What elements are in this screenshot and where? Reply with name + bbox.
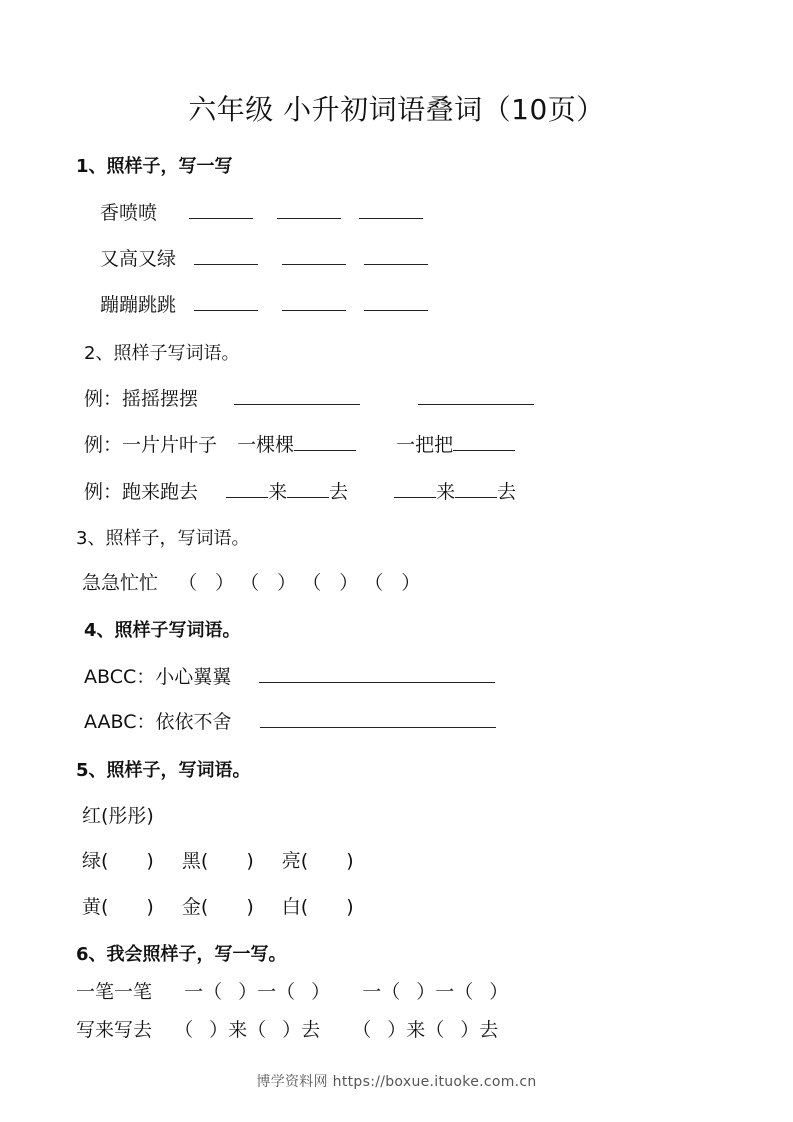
answer-blank[interactable] (234, 403, 360, 405)
s2-row-3 (84, 477, 516, 504)
s5-row-1 (82, 846, 354, 873)
qu-char: 去 (479, 1019, 499, 1041)
yi-char: 一 (435, 981, 455, 1003)
paren-blank[interactable]: 绿( ) (82, 850, 154, 872)
paren-blank[interactable]: （ ） (425, 1019, 480, 1041)
qu-char: 去 (497, 481, 517, 503)
s5-row-2 (82, 892, 354, 919)
answer-line[interactable] (260, 726, 496, 728)
paren-blank[interactable]: （ ） (203, 981, 258, 1003)
s2-example: 例：一片片叶子 (84, 434, 218, 456)
yi-char: 一 (184, 981, 204, 1003)
paren-blank[interactable]: 黄( ) (82, 896, 154, 918)
answer-line[interactable] (259, 681, 495, 683)
qu-char: 去 (329, 481, 349, 503)
lai-char: 来 (436, 481, 456, 503)
answer-blank[interactable] (226, 496, 268, 498)
qu-char: 去 (301, 1019, 321, 1041)
paren-blank[interactable]: （ ） (352, 1019, 407, 1041)
paren-blank[interactable]: （ ） (381, 981, 436, 1003)
paren-blank[interactable]: （ ） (364, 572, 421, 594)
paren-blank[interactable]: （ ） (240, 572, 297, 594)
section-3-heading: 3、照样子，写词语。 (76, 528, 250, 549)
s4-row-1 (84, 662, 495, 689)
answer-blank[interactable] (282, 263, 346, 265)
s6-row-2 (76, 1015, 498, 1042)
s3-example: 急急忙忙 (82, 572, 159, 594)
lai-char: 来 (406, 1019, 426, 1041)
lai-char: 来 (268, 481, 288, 503)
yi-char: 一 (362, 981, 382, 1003)
s2-example: 例：摇摇摆摆 (84, 388, 199, 410)
s4-example: AABC：依依不舍 (84, 711, 232, 733)
answer-blank[interactable] (194, 263, 258, 265)
answer-blank[interactable] (394, 496, 436, 498)
paren-blank[interactable]: （ ） (178, 572, 235, 594)
section-1-heading: 1、照样子，写一写 (76, 156, 233, 177)
lai-char: 来 (228, 1019, 248, 1041)
answer-blank[interactable] (194, 309, 258, 311)
answer-blank[interactable] (294, 449, 356, 451)
section-4-heading: 4、照样子写词语。 (84, 620, 241, 641)
paren-blank[interactable]: （ ） (174, 1019, 229, 1041)
answer-blank[interactable] (189, 217, 253, 219)
paren-blank[interactable]: 金( ) (181, 896, 254, 918)
s1-row-2 (100, 244, 428, 271)
s1-example: 香喷喷 (100, 202, 158, 224)
answer-blank[interactable] (282, 309, 346, 311)
paren-blank[interactable]: 白( ) (281, 896, 354, 918)
page-title: 六年级 小升初词语叠词（10页） (188, 93, 605, 126)
answer-blank[interactable] (364, 263, 428, 265)
answer-blank[interactable] (453, 449, 515, 451)
s6-example: 写来写去 (76, 1019, 153, 1041)
s1-example: 蹦蹦跳跳 (100, 294, 177, 316)
s4-row-2 (84, 707, 496, 734)
s2-example: 例：跑来跑去 (84, 481, 199, 503)
answer-blank[interactable] (364, 309, 428, 311)
s2-prefix-2: 一把把 (396, 434, 454, 456)
answer-blank[interactable] (277, 217, 341, 219)
s3-row (82, 568, 420, 595)
s6-example: 一笔一笔 (76, 981, 153, 1003)
s2-prefix-1: 一棵棵 (237, 434, 295, 456)
s1-row-1 (100, 198, 423, 225)
section-6-heading: 6、我会照样子，写一写。 (76, 944, 287, 965)
paren-blank[interactable]: （ ） (247, 1019, 302, 1041)
paren-blank[interactable]: （ ） (454, 981, 509, 1003)
paren-blank[interactable]: （ ） (276, 981, 331, 1003)
paren-blank[interactable]: 亮( ) (281, 850, 354, 872)
paren-blank[interactable]: 黑( ) (181, 850, 254, 872)
section-2-heading: 2、照样子写词语。 (84, 343, 240, 364)
s5-example: 红(彤彤) (82, 805, 154, 827)
answer-blank[interactable] (455, 496, 497, 498)
answer-blank[interactable] (359, 217, 423, 219)
yi-char: 一 (257, 981, 277, 1003)
paren-blank[interactable]: （ ） (302, 572, 359, 594)
answer-blank[interactable] (287, 496, 329, 498)
s2-row-2 (84, 430, 515, 457)
s4-example: ABCC：小心翼翼 (84, 666, 232, 688)
section-5-heading: 5、照样子，写词语。 (76, 760, 251, 781)
s1-row-3 (100, 290, 428, 317)
s6-row-1 (76, 977, 508, 1004)
s1-example: 又高又绿 (100, 248, 177, 270)
answer-blank[interactable] (418, 403, 534, 405)
s2-row-1 (84, 384, 534, 411)
footer-watermark: 博学资料网 https://boxue.ituoke.com.cn (256, 1074, 537, 1090)
